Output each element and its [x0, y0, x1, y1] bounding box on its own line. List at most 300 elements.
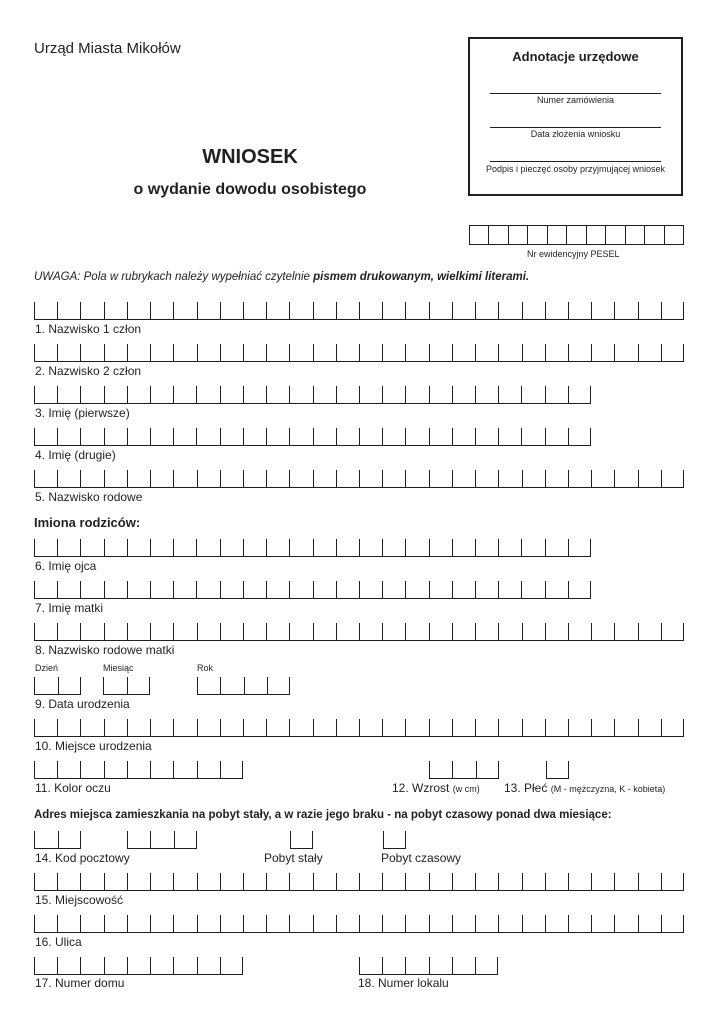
cell-divider [196, 581, 197, 599]
cell-divider [80, 428, 81, 446]
cell-divider [104, 915, 105, 933]
cell-divider [661, 873, 662, 891]
height-label-text: 12. Wzrost [392, 781, 450, 795]
cell-divider [475, 915, 476, 933]
cell-divider [104, 386, 105, 404]
cell-divider [498, 915, 499, 933]
cell-divider [266, 470, 267, 488]
cell-divider [382, 386, 383, 404]
cell-divider [150, 761, 151, 779]
cell-divider [359, 957, 360, 975]
cell-divider [405, 344, 406, 362]
cell-divider [522, 470, 523, 488]
cell-divider [545, 623, 546, 641]
cell-divider [312, 831, 313, 849]
cell-divider [405, 581, 406, 599]
cell-divider [521, 539, 522, 557]
cell-divider [498, 539, 499, 557]
flat-number-input[interactable] [359, 957, 498, 975]
cell-divider [34, 302, 35, 320]
cell-divider [591, 302, 592, 320]
cell-divider [34, 386, 35, 404]
cell-divider [57, 915, 58, 933]
city-input[interactable] [34, 873, 684, 891]
birth-surname-input[interactable] [34, 470, 684, 488]
field-baseline [34, 778, 243, 779]
cell-divider [359, 581, 360, 599]
cell-divider [173, 623, 174, 641]
cell-divider [545, 344, 546, 362]
cell-divider [150, 831, 151, 849]
cell-divider [452, 386, 453, 404]
cell-divider [683, 719, 684, 737]
cell-divider [266, 344, 267, 362]
cell-divider [58, 831, 59, 849]
cell-divider [336, 302, 337, 320]
cell-divider [150, 581, 151, 599]
official-annotations-box [468, 37, 683, 196]
pesel-digit-cell[interactable] [606, 226, 625, 244]
cell-divider [34, 428, 35, 446]
cell-divider [57, 539, 58, 557]
father-name-input[interactable] [34, 539, 591, 557]
cell-divider [475, 581, 476, 599]
cell-divider [80, 386, 81, 404]
cell-divider [150, 470, 151, 488]
postal-code-part1-input[interactable] [34, 831, 81, 849]
cell-divider [290, 831, 291, 849]
cell-divider [382, 302, 383, 320]
cell-divider [498, 386, 499, 404]
cell-divider [34, 719, 35, 737]
cell-divider [382, 428, 383, 446]
cell-divider [80, 677, 81, 695]
cell-divider [382, 470, 383, 488]
cell-divider [197, 470, 198, 488]
cell-divider [405, 957, 406, 975]
cell-divider [359, 302, 360, 320]
pesel-digit-cell[interactable] [645, 226, 664, 244]
cell-divider [405, 831, 406, 849]
cell-divider [683, 470, 684, 488]
surname2-input[interactable] [34, 344, 684, 362]
cell-divider [57, 428, 58, 446]
cell-divider [452, 302, 453, 320]
cell-divider [475, 470, 476, 488]
cell-divider [452, 761, 453, 779]
cell-divider [521, 581, 522, 599]
pesel-digit-cell[interactable] [509, 226, 528, 244]
cell-divider [614, 873, 615, 891]
cell-divider [568, 873, 569, 891]
cell-divider [405, 623, 406, 641]
cell-divider [429, 915, 430, 933]
cell-divider [614, 302, 615, 320]
cell-divider [266, 386, 267, 404]
cell-divider [638, 470, 639, 488]
cell-divider [638, 344, 639, 362]
cell-divider [661, 719, 662, 737]
cell-divider [452, 623, 453, 641]
surname2-label: 2. Nazwisko 2 człon [35, 364, 142, 378]
sex-label [504, 781, 665, 795]
cell-divider [382, 915, 383, 933]
cell-divider [197, 623, 198, 641]
cell-divider [150, 344, 151, 362]
cell-divider [266, 719, 267, 737]
birth-date-label: 9. Data urodzenia [35, 697, 130, 711]
cell-divider [522, 302, 523, 320]
cell-divider [34, 539, 35, 557]
cell-divider [289, 344, 290, 362]
birth-place-input[interactable] [34, 719, 684, 737]
cell-divider [266, 915, 267, 933]
cell-divider [80, 539, 81, 557]
pesel-digit-cell[interactable] [470, 226, 489, 244]
cell-divider [34, 873, 35, 891]
cell-divider [591, 623, 592, 641]
birth-place-label: 10. Miejsce urodzenia [35, 739, 152, 753]
cell-divider [359, 386, 360, 404]
pesel-digit-cell[interactable] [587, 226, 606, 244]
cell-divider [382, 344, 383, 362]
cell-divider [336, 344, 337, 362]
cell-divider [405, 873, 406, 891]
second-name-input[interactable] [34, 428, 591, 446]
birth-month-input[interactable] [103, 677, 150, 695]
cell-divider [521, 386, 522, 404]
street-input[interactable] [34, 915, 684, 933]
eye-color-input[interactable] [34, 761, 243, 779]
cell-divider [104, 873, 105, 891]
height-unit: (w cm) [452, 784, 480, 794]
cell-divider [313, 581, 314, 599]
cell-divider [661, 470, 662, 488]
cell-divider [405, 539, 406, 557]
cell-divider [638, 302, 639, 320]
cell-divider [498, 344, 499, 362]
cell-divider [127, 873, 128, 891]
cell-divider [242, 957, 243, 975]
cell-divider [638, 873, 639, 891]
order-number-label: Numer zamówienia [536, 95, 615, 105]
second-name-label: 4. Imię (drugie) [35, 448, 116, 462]
birth-month-label: Miesiąc [103, 663, 134, 673]
cell-divider [127, 719, 128, 737]
fill-instruction-text: UWAGA: Pola w rubrykach należy wypełniać czytelnie [34, 271, 314, 283]
cell-divider [638, 623, 639, 641]
cell-divider [266, 623, 267, 641]
cell-divider [127, 915, 128, 933]
cell-divider [150, 623, 151, 641]
cell-divider [382, 873, 383, 891]
cell-divider [289, 623, 290, 641]
cell-divider [405, 386, 406, 404]
cell-divider [127, 539, 128, 557]
cell-divider [568, 386, 569, 404]
cell-divider [57, 302, 58, 320]
cell-divider [173, 873, 174, 891]
cell-divider [150, 302, 151, 320]
cell-divider [498, 873, 499, 891]
cell-divider [127, 470, 128, 488]
pesel-digit-cell[interactable] [665, 226, 683, 244]
cell-divider [34, 957, 35, 975]
cell-divider [127, 761, 128, 779]
pesel-digit-cell[interactable] [626, 226, 645, 244]
cell-divider [34, 677, 35, 695]
parents-section-heading: Imiona rodziców: [34, 515, 141, 530]
cell-divider [475, 873, 476, 891]
cell-divider [243, 719, 244, 737]
cell-divider [359, 428, 360, 446]
cell-divider [104, 302, 105, 320]
cell-divider [80, 581, 81, 599]
cell-divider [522, 344, 523, 362]
cell-divider [568, 719, 569, 737]
cell-divider [336, 719, 337, 737]
cell-divider [197, 344, 198, 362]
cell-divider [568, 470, 569, 488]
postal-code-label: 14. Kod pocztowy [35, 851, 130, 865]
cell-divider [57, 623, 58, 641]
mother-name-input[interactable] [34, 581, 591, 599]
birth-year-input[interactable] [197, 677, 290, 695]
permanent-stay-label: Pobyt stały [264, 851, 323, 865]
form-title: WNIOSEK [202, 146, 298, 168]
cell-divider [34, 831, 35, 849]
cell-divider [313, 428, 314, 446]
signature-line [490, 161, 661, 162]
cell-divider [104, 623, 105, 641]
cell-divider [313, 719, 314, 737]
cell-divider [545, 719, 546, 737]
cell-divider [429, 957, 430, 975]
cell-divider [498, 761, 499, 779]
cell-divider [173, 539, 174, 557]
signature-label: Podpis i pieczęć osoby przyjmującej wniosek [485, 164, 666, 174]
field-baseline [383, 848, 406, 849]
cell-divider [127, 623, 128, 641]
cell-divider [683, 915, 684, 933]
cell-divider [197, 677, 198, 695]
cell-divider [614, 623, 615, 641]
cell-divider [220, 386, 221, 404]
cell-divider [521, 428, 522, 446]
cell-divider [173, 386, 174, 404]
cell-divider [359, 915, 360, 933]
cell-divider [359, 470, 360, 488]
cell-divider [266, 428, 267, 446]
cell-divider [289, 915, 290, 933]
cell-divider [476, 761, 477, 779]
temporary-stay-label: Pobyt czasowy [381, 851, 462, 865]
cell-divider [104, 719, 105, 737]
cell-divider [590, 428, 591, 446]
cell-divider [614, 719, 615, 737]
cell-divider [80, 761, 81, 779]
eye-color-label: 11. Kolor oczu [35, 781, 111, 795]
cell-divider [289, 677, 290, 695]
cell-divider [359, 873, 360, 891]
cell-divider [149, 677, 150, 695]
cell-divider [313, 915, 314, 933]
cell-divider [150, 386, 151, 404]
cell-divider [173, 915, 174, 933]
cell-divider [359, 344, 360, 362]
cell-divider [522, 623, 523, 641]
first-name-input[interactable] [34, 386, 591, 404]
cell-divider [336, 581, 337, 599]
cell-divider [150, 539, 151, 557]
cell-divider [127, 831, 128, 849]
cell-divider [104, 428, 105, 446]
cell-divider [591, 915, 592, 933]
cell-divider [220, 344, 221, 362]
cell-divider [313, 344, 314, 362]
cell-divider [80, 302, 81, 320]
pesel-digit-cell[interactable] [548, 226, 567, 244]
cell-divider [197, 761, 198, 779]
cell-divider [57, 386, 58, 404]
cell-divider [475, 623, 476, 641]
cell-divider [127, 302, 128, 320]
cell-divider [498, 623, 499, 641]
cell-divider [104, 957, 105, 975]
cell-divider [173, 719, 174, 737]
cell-divider [173, 957, 174, 975]
cell-divider [591, 873, 592, 891]
cell-divider [173, 761, 174, 779]
cell-divider [545, 581, 546, 599]
cell-divider [127, 957, 128, 975]
cell-divider [196, 831, 197, 849]
cell-divider [475, 302, 476, 320]
cell-divider [104, 470, 105, 488]
pesel-input[interactable] [469, 225, 684, 245]
cell-divider [220, 719, 221, 737]
cell-divider [266, 539, 267, 557]
cell-divider [683, 623, 684, 641]
address-section-heading: Adres miejsca zamieszkania na pobyt stały, a w razie jego braku - na pobyt czasowy ponad dwa miesiące: [34, 809, 612, 821]
field-baseline [34, 974, 243, 975]
cell-divider [197, 719, 198, 737]
cell-divider [34, 344, 35, 362]
cell-divider [242, 761, 243, 779]
cell-divider [382, 719, 383, 737]
cell-divider [150, 719, 151, 737]
cell-divider [196, 386, 197, 404]
postal-code-part2-input[interactable] [127, 831, 197, 849]
cell-divider [405, 302, 406, 320]
cell-divider [336, 915, 337, 933]
cell-divider [452, 915, 453, 933]
cell-divider [34, 623, 35, 641]
cell-divider [452, 581, 453, 599]
birth-day-input[interactable] [34, 677, 81, 695]
sex-input[interactable] [546, 761, 569, 779]
cell-divider [150, 915, 151, 933]
cell-divider [568, 539, 569, 557]
cell-divider [522, 719, 523, 737]
cell-divider [197, 873, 198, 891]
cell-divider [196, 539, 197, 557]
cell-divider [545, 915, 546, 933]
cell-divider [243, 386, 244, 404]
cell-divider [243, 915, 244, 933]
cell-divider [359, 719, 360, 737]
cell-divider [243, 581, 244, 599]
cell-divider [336, 386, 337, 404]
house-number-input[interactable] [34, 957, 243, 975]
cell-divider [568, 428, 569, 446]
cell-divider [475, 386, 476, 404]
pesel-digit-cell[interactable] [489, 226, 508, 244]
cell-divider [383, 831, 384, 849]
cell-divider [683, 302, 684, 320]
cell-divider [452, 428, 453, 446]
cell-divider [591, 719, 592, 737]
cell-divider [57, 957, 58, 975]
cell-divider [58, 677, 59, 695]
cell-divider [429, 344, 430, 362]
permanent-stay-checkbox[interactable] [290, 831, 313, 849]
cell-divider [661, 623, 662, 641]
mother-birth-surname-label: 8. Nazwisko rodowe matki [35, 643, 175, 657]
cell-divider [289, 581, 290, 599]
cell-divider [638, 719, 639, 737]
cell-divider [220, 539, 221, 557]
submission-date-label: Data złożenia wniosku [530, 129, 621, 139]
cell-divider [104, 344, 105, 362]
cell-divider [382, 581, 383, 599]
cell-divider [545, 302, 546, 320]
cell-divider [568, 623, 569, 641]
fill-instruction [34, 271, 529, 283]
cell-divider [590, 386, 591, 404]
cell-divider [220, 677, 221, 695]
office-name: Urząd Miasta Mikołów [34, 40, 181, 57]
cell-divider [429, 623, 430, 641]
cell-divider [80, 915, 81, 933]
cell-divider [173, 302, 174, 320]
pesel-digit-cell[interactable] [528, 226, 547, 244]
cell-divider [591, 470, 592, 488]
cell-divider [452, 719, 453, 737]
cell-divider [497, 957, 498, 975]
city-label: 15. Miejscowość [35, 893, 124, 907]
cell-divider [382, 623, 383, 641]
mother-birth-surname-input[interactable] [34, 623, 684, 641]
surname1-input[interactable] [34, 302, 684, 320]
height-input[interactable] [429, 761, 499, 779]
cell-divider [336, 873, 337, 891]
pesel-digit-cell[interactable] [567, 226, 586, 244]
temporary-stay-checkbox[interactable] [383, 831, 406, 849]
cell-divider [545, 539, 546, 557]
submission-date-line [490, 127, 661, 128]
cell-divider [429, 428, 430, 446]
cell-divider [452, 957, 453, 975]
cell-divider [545, 470, 546, 488]
cell-divider [34, 761, 35, 779]
cell-divider [173, 581, 174, 599]
birth-day-label: Dzień [35, 663, 59, 673]
cell-divider [336, 428, 337, 446]
cell-divider [545, 873, 546, 891]
cell-divider [545, 386, 546, 404]
cell-divider [104, 581, 105, 599]
